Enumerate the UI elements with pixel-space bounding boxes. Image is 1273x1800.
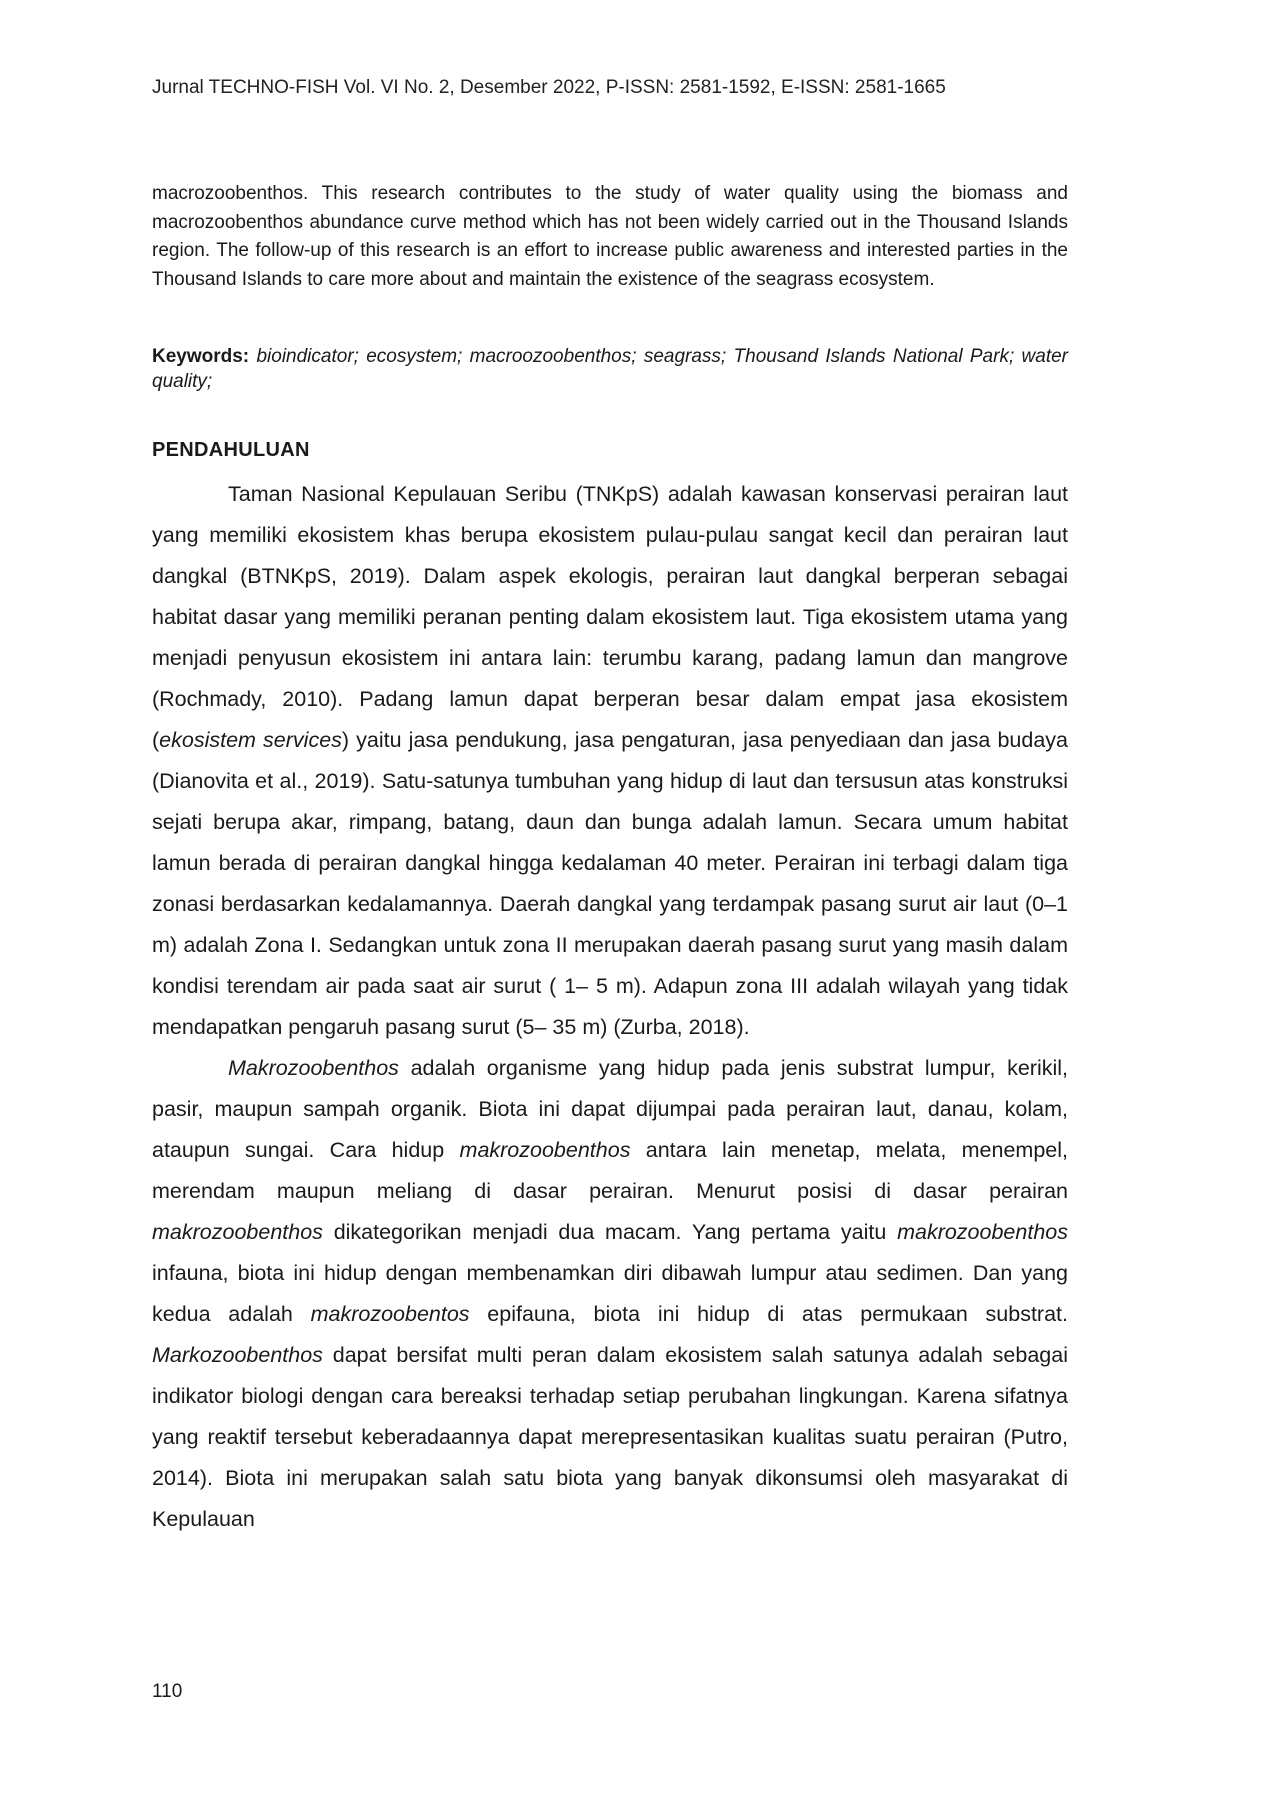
italic-term: makrozoobenthos bbox=[897, 1220, 1068, 1244]
italic-term: makrozoobenthos bbox=[459, 1138, 631, 1162]
abstract-continuation: macrozoobenthos. This research contributes to the study of water quality using the biomass and macrozoobenthos abundance curve method which has not been widely carried out in the Thousand Islands region. The follow-up of this research is an effort to increase public awareness and interested parties in the Thousand Islands to care more about and maintain the existence of the seagrass ecosystem. bbox=[152, 183, 1068, 290]
italic-term: makrozoobentos bbox=[310, 1302, 470, 1326]
text-run: epifauna, biota ini hidup di atas permukaan substrat. bbox=[469, 1302, 1068, 1326]
text-run: adalah organisme yang hidup pada jenis substrat lumpur, kerikil, pasir, maupun sampah organik. Biota ini dapat dijumpai pada perairan laut, danau, kolam, ataupun sungai. Cara hidup bbox=[152, 1056, 1068, 1162]
page-number: 110 bbox=[152, 1681, 183, 1702]
section-body bbox=[152, 474, 1068, 1540]
text-run: dapat bersifat multi peran dalam ekosistem salah satunya adalah sebagai indikator biologi dengan cara bereaksi terhadap setiap perubahan lingkungan. Karena sifatnya yang reaktif tersebut keberadaannya dapat merepresentasikan kualitas suatu perairan (Putro, 2014). Biota ini merupakan salah satu biota yang banyak dikonsumsi oleh masyarakat di Kepulauan bbox=[152, 1343, 1068, 1531]
keywords-list: bioindicator; ecosystem; macroozoobenthos; seagrass; Thousand Islands National Park; water quality; bbox=[152, 346, 1069, 392]
text-run: infauna, biota ini hidup dengan membenamkan diri dibawah lumpur atau sedimen. Dan yang kedua adalah bbox=[152, 1261, 1068, 1326]
keywords-label: Keywords: bbox=[152, 346, 250, 367]
text-run: Taman Nasional Kepulauan Seribu (TNKpS) adalah kawasan konservasi perairan laut yang memiliki ekosistem khas berupa ekosistem pulau-pulau sangat kecil dan perairan laut dangkal (BTNKpS, 2019). Dalam aspek ekologis, perairan laut dangkal berperan sebagai habitat dasar yang memiliki peranan penting dalam ekosistem laut. Tiga ekosistem utama yang menjadi penyusun ekosistem ini antara lain: terumbu karang, padang lamun dan mangrove (Rochmady, 2010). Padang lamun dapat berperan besar dalam empat jasa ekosistem ( bbox=[152, 482, 1068, 752]
italic-term: ekosistem services bbox=[159, 728, 342, 752]
text-run: antara lain menetap, melata, menempel, merendam maupun meliang di dasar perairan. Menurut posisi di dasar perairan bbox=[152, 1138, 1068, 1203]
paragraph-2 bbox=[152, 1048, 1068, 1540]
text-run: dikategorikan menjadi dua macam. Yang pertama yaitu bbox=[322, 1220, 898, 1244]
keywords bbox=[152, 344, 1068, 394]
running-header: Jurnal TECHNO-FISH Vol. VI No. 2, Desember 2022, P-ISSN: 2581-1592, E-ISSN: 2581-1665 bbox=[152, 77, 946, 98]
italic-term: makrozoobenthos bbox=[152, 1220, 323, 1244]
text-run: ) yaitu jasa pendukung, jasa pengaturan, jasa penyediaan dan jasa budaya (Dianovita et al., 2019). Satu-satunya tumbuhan yang hidup di laut dan tersusun atas konstruksi sejati berupa akar, rimpang, batang, daun dan bunga adalah lamun. Secara umum habitat lamun berada di perairan dangkal hingga kedalaman 40 meter. Perairan ini terbagi dalam tiga zonasi berdasarkan kedalamannya. Daerah dangkal yang terdampak pasang surut air laut (0–1 m) adalah Zona I. Sedangkan untuk zona II merupakan daerah pasang surut yang masih dalam kondisi terendam air pada saat air surut ( 1– 5 m). Adapun zona III adalah wilayah yang tidak mendapatkan pengaruh pasang surut (5– 35 m) (Zurba, 2018). bbox=[152, 728, 1068, 1039]
italic-term: Markozoobenthos bbox=[152, 1343, 323, 1367]
italic-term: Makrozoobenthos bbox=[228, 1056, 399, 1080]
section-heading: PENDAHULUAN bbox=[152, 439, 310, 461]
paragraph-1 bbox=[152, 474, 1068, 1048]
